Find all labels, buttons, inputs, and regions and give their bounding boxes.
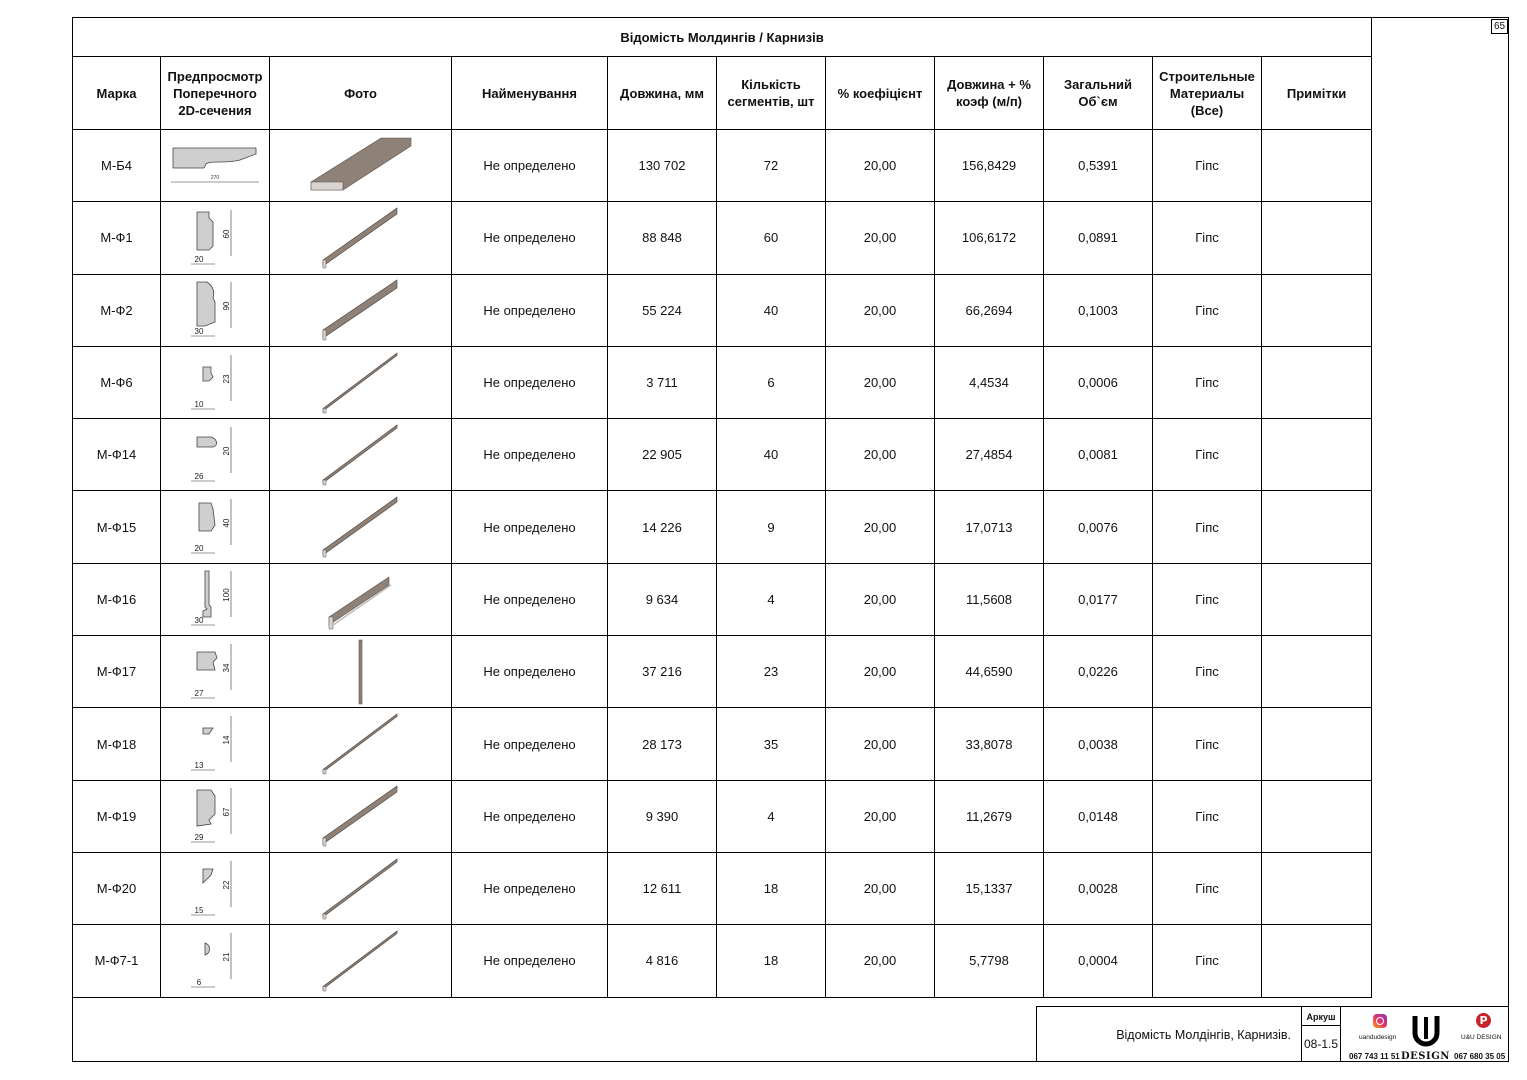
coefficient-cell: 20,00 — [826, 780, 935, 852]
dimension-label: 67 — [222, 807, 231, 817]
brand-logo-icon — [1409, 1013, 1443, 1047]
table-row — [73, 202, 1372, 274]
length-coef-cell: 156,8429 — [935, 130, 1044, 202]
note-cell — [1262, 925, 1372, 997]
name-cell: Не определено — [452, 274, 608, 346]
material-cell: Гіпс — [1153, 491, 1262, 563]
segments-cell: 18 — [717, 852, 826, 924]
volume-cell: 0,0891 — [1044, 202, 1153, 274]
segments-cell: 6 — [717, 346, 826, 418]
mark-cell: М-Ф19 — [73, 780, 161, 852]
section-cell — [161, 130, 270, 202]
coefficient-cell: 20,00 — [826, 419, 935, 491]
material-cell: Гіпс — [1153, 708, 1262, 780]
photo-cell — [270, 925, 452, 997]
material-cell: Гіпс — [1153, 852, 1262, 924]
instagram-icon — [1373, 1014, 1387, 1028]
volume-cell: 0,0081 — [1044, 419, 1153, 491]
length-coef-cell: 33,8078 — [935, 708, 1044, 780]
note-cell — [1262, 780, 1372, 852]
profile-shape — [173, 148, 256, 168]
cross-section-drawing — [185, 567, 245, 631]
length-coef-cell: 17,0713 — [935, 491, 1044, 563]
column-header: Довжина, мм — [608, 57, 717, 130]
segments-cell: 18 — [717, 925, 826, 997]
column-header: Кількість сегментів, шт — [717, 57, 826, 130]
dimension-label: 22 — [222, 880, 231, 890]
dimension-label: 29 — [194, 833, 204, 843]
table-row — [73, 636, 1372, 708]
length-cell: 12 611 — [608, 852, 717, 924]
section-cell — [161, 925, 270, 997]
dimension-label: 15 — [194, 905, 204, 915]
table-row — [73, 274, 1372, 346]
cross-section-drawing — [185, 351, 245, 415]
molding-photo — [271, 710, 451, 778]
photo-cell — [270, 780, 452, 852]
mark-cell: М-Ф14 — [73, 419, 161, 491]
length-coef-cell: 27,4854 — [935, 419, 1044, 491]
molding-photo — [271, 855, 451, 923]
cross-section-drawing — [185, 206, 245, 270]
photo-cell — [270, 419, 452, 491]
length-cell: 9 634 — [608, 563, 717, 635]
molding-photo — [271, 927, 451, 995]
dimension-label: 30 — [194, 327, 204, 337]
volume-cell: 0,0006 — [1044, 346, 1153, 418]
column-header: Примітки — [1262, 57, 1372, 130]
profile-shape — [203, 367, 213, 381]
section-cell — [161, 346, 270, 418]
title-block — [1036, 1006, 1509, 1062]
dimension-label: 10 — [194, 399, 204, 409]
length-coef-cell: 15,1337 — [935, 852, 1044, 924]
photo-cell — [270, 491, 452, 563]
length-cell: 4 816 — [608, 925, 717, 997]
column-header: Марка — [73, 57, 161, 130]
segments-cell: 72 — [717, 130, 826, 202]
material-cell: Гіпс — [1153, 202, 1262, 274]
coefficient-cell: 20,00 — [826, 636, 935, 708]
photo-cell — [270, 852, 452, 924]
dimension-label: 6 — [196, 977, 202, 987]
profile-shape — [197, 652, 217, 670]
photo-cell — [270, 130, 452, 202]
photo-cell — [270, 202, 452, 274]
photo-cell — [270, 636, 452, 708]
photo-cell — [270, 346, 452, 418]
molding-photo — [271, 349, 451, 417]
sheet-title: Відомість Молдінгів, Карнизів. — [1116, 1027, 1291, 1042]
column-header: Строительные Материалы (Все) — [1153, 57, 1262, 130]
mark-cell: М-Ф6 — [73, 346, 161, 418]
column-header: Довжина + % коэф (м/п) — [935, 57, 1044, 130]
section-cell — [161, 708, 270, 780]
length-coef-cell: 11,2679 — [935, 780, 1044, 852]
dimension-label: 40 — [222, 518, 231, 528]
mark-cell: М-Б4 — [73, 130, 161, 202]
name-cell: Не определено — [452, 130, 608, 202]
profile-shape — [197, 437, 217, 447]
note-cell — [1262, 491, 1372, 563]
column-header: Найменування — [452, 57, 608, 130]
profile-shape — [203, 728, 213, 734]
cross-section-drawing — [185, 784, 245, 848]
mark-cell: М-Ф17 — [73, 636, 161, 708]
material-cell: Гіпс — [1153, 563, 1262, 635]
mark-cell: М-Ф1 — [73, 202, 161, 274]
length-cell: 3 711 — [608, 346, 717, 418]
material-cell: Гіпс — [1153, 346, 1262, 418]
length-coef-cell: 66,2694 — [935, 274, 1044, 346]
volume-cell: 0,0004 — [1044, 925, 1153, 997]
sheet-number-box — [1301, 1007, 1341, 1062]
dimension-label: 30 — [194, 616, 204, 626]
cross-section-drawing — [185, 423, 245, 487]
table-row — [73, 491, 1372, 563]
material-cell: Гіпс — [1153, 780, 1262, 852]
photo-cell — [270, 274, 452, 346]
profile-shape — [199, 503, 215, 531]
pinterest-icon: P — [1476, 1013, 1491, 1028]
volume-cell: 0,0148 — [1044, 780, 1153, 852]
table-title: Відомість Молдингів / Карнизів — [73, 18, 1372, 57]
molding-photo — [271, 493, 451, 561]
mark-cell: М-Ф16 — [73, 563, 161, 635]
table-row — [73, 708, 1372, 780]
name-cell: Не определено — [452, 346, 608, 418]
length-cell: 22 905 — [608, 419, 717, 491]
photo-cell — [270, 708, 452, 780]
coefficient-cell: 20,00 — [826, 346, 935, 418]
length-cell: 28 173 — [608, 708, 717, 780]
name-cell: Не определено — [452, 202, 608, 274]
volume-cell: 0,0028 — [1044, 852, 1153, 924]
name-cell: Не определено — [452, 780, 608, 852]
volume-cell: 0,0038 — [1044, 708, 1153, 780]
segments-cell: 60 — [717, 202, 826, 274]
length-cell: 55 224 — [608, 274, 717, 346]
coefficient-cell: 20,00 — [826, 274, 935, 346]
dimension-label: 20 — [222, 446, 231, 456]
molding-photo — [271, 276, 451, 344]
photo-cell — [270, 563, 452, 635]
table-row — [73, 130, 1372, 202]
dimension-label: 20 — [194, 254, 204, 264]
sheet-number: 08-1.5 — [1303, 1037, 1339, 1051]
moldings-schedule-table — [72, 17, 1372, 998]
dimension-label: 270 — [210, 174, 220, 181]
column-header: Предпросмотр Поперечного 2D-сечения — [161, 57, 270, 130]
dimension-label: 34 — [222, 663, 231, 673]
volume-cell: 0,1003 — [1044, 274, 1153, 346]
section-cell — [161, 491, 270, 563]
page-number: 65 — [1491, 19, 1508, 34]
length-cell: 88 848 — [608, 202, 717, 274]
name-cell: Не определено — [452, 636, 608, 708]
segments-cell: 4 — [717, 780, 826, 852]
length-cell: 130 702 — [608, 130, 717, 202]
length-coef-cell: 5,7798 — [935, 925, 1044, 997]
section-cell — [161, 274, 270, 346]
dimension-label: 21 — [222, 952, 231, 962]
brand-wordmark: DESIGN — [1401, 1051, 1450, 1062]
material-cell: Гіпс — [1153, 274, 1262, 346]
cross-section-drawing — [185, 712, 245, 776]
volume-cell: 0,0076 — [1044, 491, 1153, 563]
length-coef-cell: 106,6172 — [935, 202, 1044, 274]
mark-cell: М-Ф2 — [73, 274, 161, 346]
cross-section-drawing — [185, 640, 245, 704]
table-row — [73, 780, 1372, 852]
note-cell — [1262, 852, 1372, 924]
coefficient-cell: 20,00 — [826, 852, 935, 924]
length-cell: 37 216 — [608, 636, 717, 708]
column-header: Фото — [270, 57, 452, 130]
dimension-label: 23 — [222, 374, 231, 383]
molding-photo — [271, 782, 451, 850]
material-cell: Гіпс — [1153, 419, 1262, 491]
table-row — [73, 419, 1372, 491]
column-header: Загальний Об`єм — [1044, 57, 1153, 130]
dimension-label: 60 — [222, 229, 231, 239]
company-logo-block — [1339, 1007, 1509, 1062]
segments-cell: 9 — [717, 491, 826, 563]
name-cell: Не определено — [452, 419, 608, 491]
table-row — [73, 346, 1372, 418]
note-cell — [1262, 419, 1372, 491]
mark-cell: М-Ф20 — [73, 852, 161, 924]
coefficient-cell: 20,00 — [826, 202, 935, 274]
phone-left: 067 743 11 51 — [1349, 1052, 1400, 1061]
molding-photo — [271, 565, 451, 633]
table-row — [73, 563, 1372, 635]
coefficient-cell: 20,00 — [826, 925, 935, 997]
dimension-label: 90 — [222, 301, 231, 311]
note-cell — [1262, 563, 1372, 635]
segments-cell: 35 — [717, 708, 826, 780]
dimension-label: 13 — [194, 761, 204, 771]
segments-cell: 40 — [717, 274, 826, 346]
cross-section-drawing — [165, 134, 265, 198]
length-cell: 14 226 — [608, 491, 717, 563]
molding-photo — [271, 204, 451, 272]
profile-shape — [205, 943, 210, 955]
dimension-label: 26 — [194, 471, 204, 481]
material-cell: Гіпс — [1153, 636, 1262, 708]
molding-photo — [271, 421, 451, 489]
note-cell — [1262, 202, 1372, 274]
segments-cell: 23 — [717, 636, 826, 708]
dimension-label: 100 — [222, 588, 231, 603]
dimension-label: 14 — [222, 735, 231, 745]
section-cell — [161, 780, 270, 852]
length-coef-cell: 11,5608 — [935, 563, 1044, 635]
table-row — [73, 852, 1372, 924]
mark-cell: М-Ф18 — [73, 708, 161, 780]
section-cell — [161, 852, 270, 924]
column-header: % коефіцієнт — [826, 57, 935, 130]
mark-cell: М-Ф15 — [73, 491, 161, 563]
cross-section-drawing — [185, 278, 245, 342]
section-cell — [161, 202, 270, 274]
name-cell: Не определено — [452, 708, 608, 780]
coefficient-cell: 20,00 — [826, 130, 935, 202]
brand-handle: U&U DESIGN — [1461, 1034, 1502, 1041]
profile-shape — [197, 212, 213, 250]
mark-cell: М-Ф7-1 — [73, 925, 161, 997]
profile-shape — [203, 571, 211, 617]
length-coef-cell: 4,4534 — [935, 346, 1044, 418]
name-cell: Не определено — [452, 491, 608, 563]
material-cell: Гіпс — [1153, 925, 1262, 997]
name-cell: Не определено — [452, 563, 608, 635]
volume-cell: 0,5391 — [1044, 130, 1153, 202]
name-cell: Не определено — [452, 852, 608, 924]
coefficient-cell: 20,00 — [826, 708, 935, 780]
phone-right: 067 680 35 05 — [1454, 1052, 1506, 1061]
molding-photo — [271, 638, 451, 706]
section-cell — [161, 563, 270, 635]
segments-cell: 4 — [717, 563, 826, 635]
coefficient-cell: 20,00 — [826, 563, 935, 635]
length-cell: 9 390 — [608, 780, 717, 852]
sheet-label: Аркуш — [1302, 1009, 1340, 1026]
coefficient-cell: 20,00 — [826, 491, 935, 563]
dimension-label: 20 — [194, 544, 204, 554]
cross-section-drawing — [185, 857, 245, 921]
volume-cell: 0,0177 — [1044, 563, 1153, 635]
section-cell — [161, 636, 270, 708]
instagram-handle: uandudesign — [1359, 1034, 1397, 1041]
profile-shape — [197, 282, 215, 326]
cross-section-drawing — [185, 929, 245, 993]
section-cell — [161, 419, 270, 491]
note-cell — [1262, 274, 1372, 346]
note-cell — [1262, 130, 1372, 202]
name-cell: Не определено — [452, 925, 608, 997]
note-cell — [1262, 346, 1372, 418]
profile-shape — [203, 869, 213, 883]
profile-shape — [197, 790, 215, 826]
material-cell: Гіпс — [1153, 130, 1262, 202]
volume-cell: 0,0226 — [1044, 636, 1153, 708]
length-coef-cell: 44,6590 — [935, 636, 1044, 708]
cross-section-drawing — [185, 495, 245, 559]
table-row — [73, 925, 1372, 997]
segments-cell: 40 — [717, 419, 826, 491]
note-cell — [1262, 708, 1372, 780]
dimension-label: 27 — [194, 688, 204, 698]
molding-photo — [271, 132, 451, 200]
note-cell — [1262, 636, 1372, 708]
